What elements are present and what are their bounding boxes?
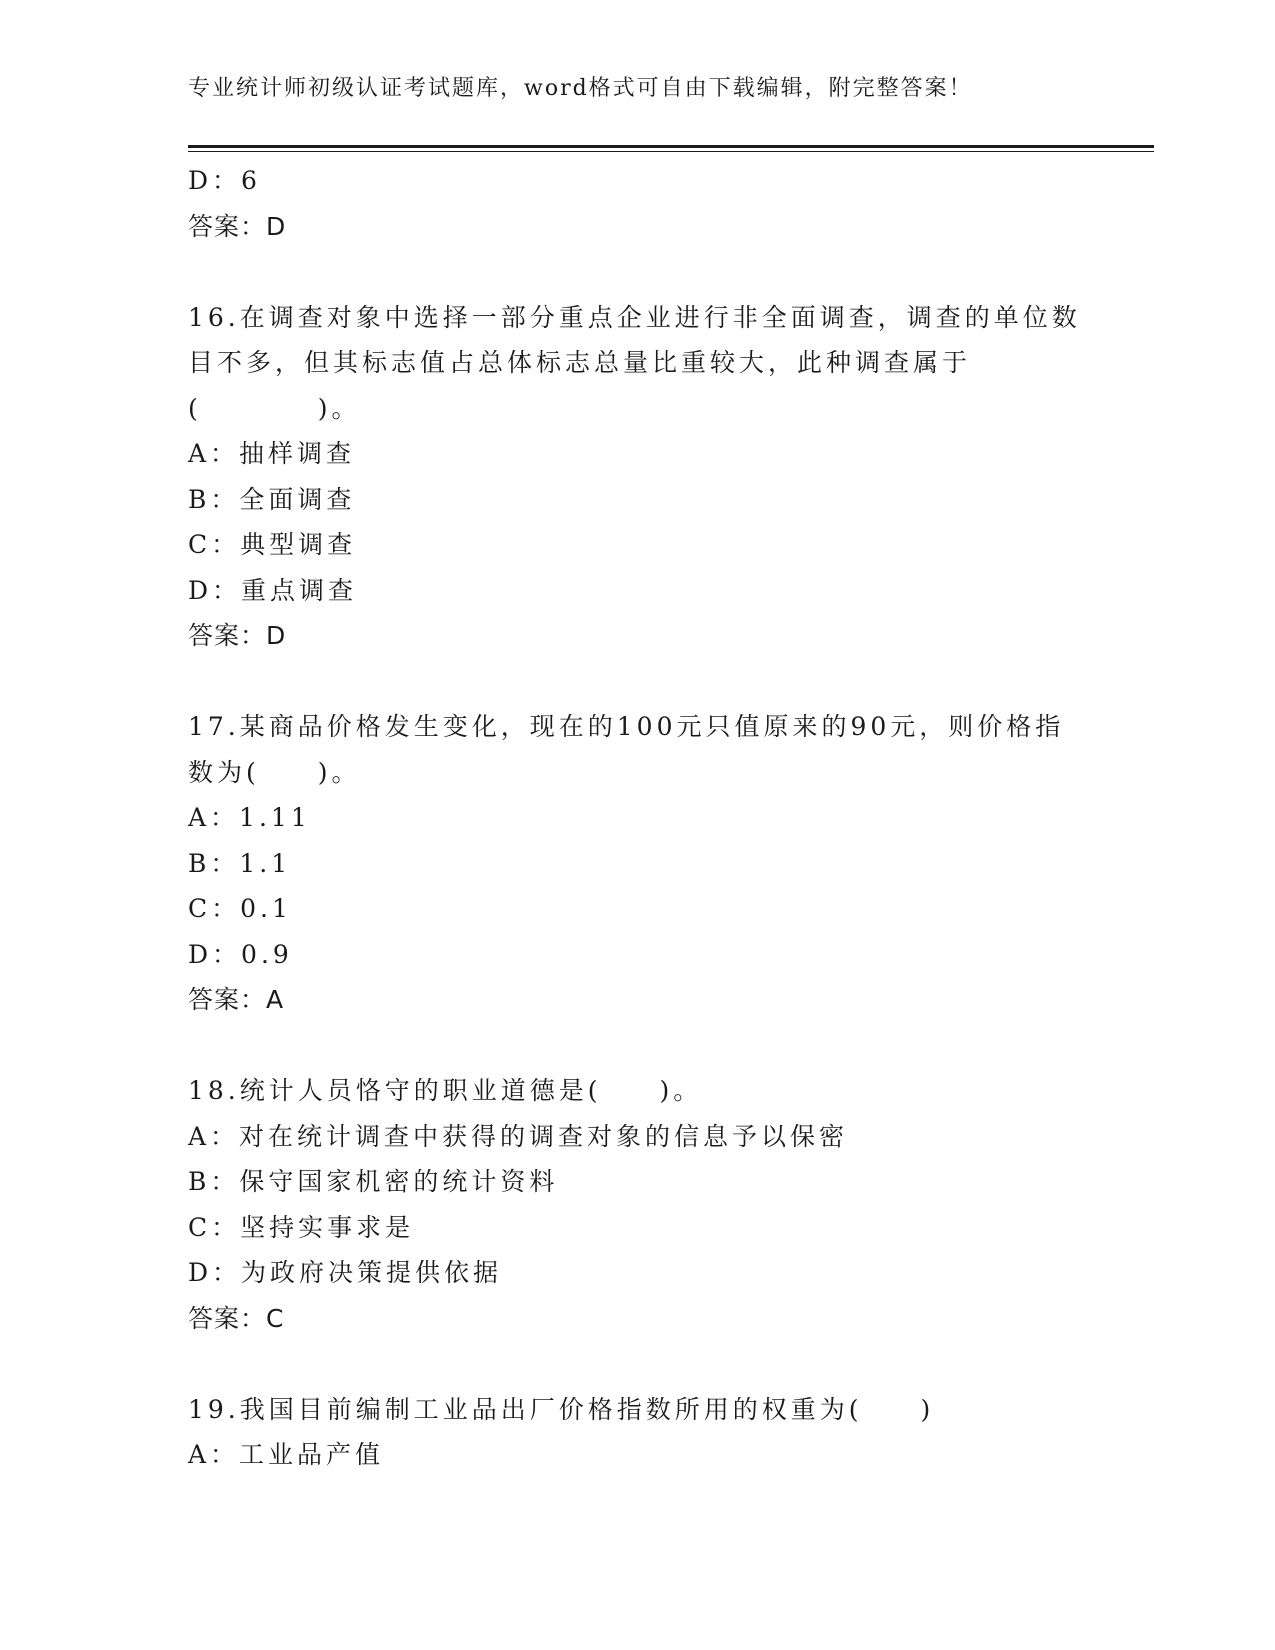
question-stem-line: 17.某商品价格发生变化，现在的100元只值原来的90元，则价格指 [188, 712, 1065, 741]
answer-option: C：坚持实事求是 [188, 1212, 415, 1242]
answer-option: C：0.1 [188, 894, 292, 923]
question-gap [188, 1023, 1108, 1069]
question-content [188, 158, 1108, 1478]
question-block [188, 704, 1108, 1023]
answer-option: B：保守国家机密的统计资料 [188, 1167, 559, 1196]
answer-option: A：对在统计调查中获得的调查对象的信息予以保密 [188, 1121, 849, 1151]
question-stem-line: 18.统计人员恪守的职业道德是( )。 [188, 1076, 703, 1105]
answer-key: 答案：D [188, 621, 287, 650]
answer-option: D：重点调查 [188, 575, 358, 605]
page-header: 专业统计师初级认证考试题库，word格式可自由下载编辑，附完整答案！ [188, 76, 973, 101]
carryover-option: D：6 [188, 166, 261, 195]
header-rule-thin [188, 151, 1154, 152]
answer-option: C：典型调查 [188, 530, 357, 559]
answer-key: 答案：A [188, 985, 285, 1014]
question-stem-line: 16.在调查对象中选择一部分重点企业进行非全面调查，调查的单位数 [188, 302, 1081, 332]
question-stem-line: ( )。 [188, 393, 361, 423]
carryover-answer: 答案：D [188, 211, 287, 241]
answer-option: B：全面调查 [188, 484, 356, 514]
question-gap [188, 249, 1108, 295]
question-block [188, 1068, 1108, 1341]
answer-option: D：为政府决策提供依据 [188, 1258, 503, 1287]
answer-option: A：工业品产值 [188, 1440, 385, 1469]
answer-key: 答案：C [188, 1303, 285, 1333]
question-gap [188, 1341, 1108, 1387]
question-stem-line: 数为( )。 [188, 757, 361, 787]
question-stem-line: 19.我国目前编制工业品出厂价格指数所用的权重为( ) [188, 1394, 935, 1424]
question-list [188, 249, 1108, 1478]
answer-option: A：抽样调查 [188, 439, 356, 468]
question-block [188, 295, 1108, 659]
answer-option: A：1.11 [188, 803, 311, 832]
answer-option: D：0.9 [188, 939, 293, 969]
question-block [188, 1387, 1108, 1478]
question-stem-line: 目不多，但其标志值占总体标志总量比重较大，此种调查属于 [188, 348, 972, 377]
question-gap [188, 659, 1108, 705]
answer-option: B：1.1 [188, 848, 292, 878]
header-rule-thick [188, 145, 1154, 148]
